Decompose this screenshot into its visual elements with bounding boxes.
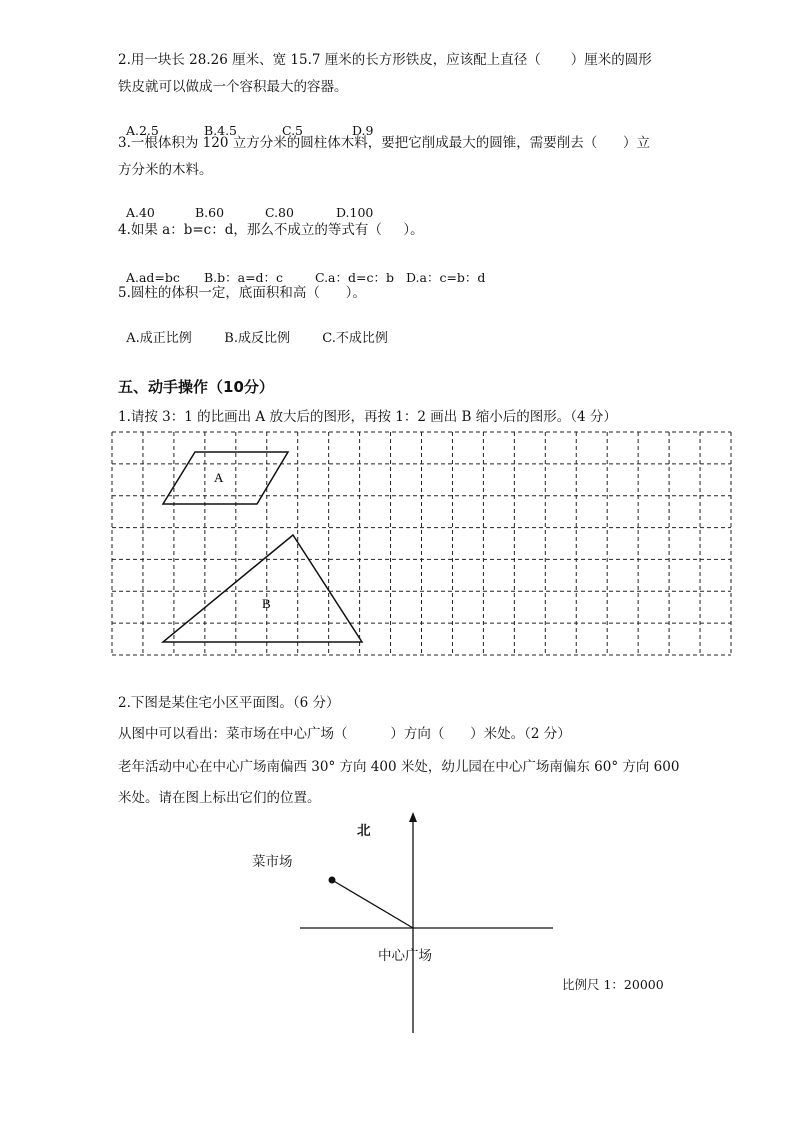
center-label: 中心广场 bbox=[378, 948, 432, 964]
q2-option-c: C.5 bbox=[281, 123, 303, 138]
q3-option-a: A.40 bbox=[125, 205, 155, 220]
north-label: 北 bbox=[357, 823, 371, 839]
shape-a-label: A bbox=[214, 470, 224, 485]
q5-option-b: B.成反比例 bbox=[224, 331, 290, 346]
q4-line1: 4.如果 a：b=c：d，那么不成立的等式有（ ）。 bbox=[118, 222, 424, 238]
q2-option-a: A.2.5 bbox=[125, 123, 159, 138]
q5-option-a: A.成正比例 bbox=[126, 331, 192, 346]
q2-line1: 2.用一块长 28.26 厘米、宽 15.7 厘米的长方形铁皮，应该配上直径（ ）厘米的圆形 bbox=[118, 52, 652, 68]
q4-option-a: A.ad=bc bbox=[125, 270, 180, 285]
market-label: 菜市场 bbox=[252, 854, 293, 870]
triangle-b bbox=[163, 535, 362, 642]
q5-line1: 5.圆柱的体积一定，底面积和高（ ）。 bbox=[118, 285, 366, 301]
section5-q2-line3: 老年活动中心在中心广场南偏西 30° 方向 400 米处，幼儿园在中心广场南偏东 60° 方向 600 bbox=[118, 759, 680, 775]
market-direction-line bbox=[332, 880, 413, 928]
q2-option-d: D.9 bbox=[351, 123, 374, 138]
section5-q1: 1.请按 3：1 的比画出 A 放大后的图形，再按 1：2 画出 B 缩小后的图形。（4 分） bbox=[118, 409, 617, 425]
q4-option-c: C.a：d=c：b bbox=[314, 270, 394, 285]
north-arrow-icon bbox=[409, 812, 417, 822]
q3-option-d: D.100 bbox=[335, 205, 374, 220]
q2-line2: 铁皮就可以做成一个容积最大的容器。 bbox=[118, 79, 348, 95]
section5-q2-line2: 从图中可以看出：菜市场在中心广场（ ）方向（ ）米处。（2 分） bbox=[118, 726, 571, 742]
q3-option-c: C.80 bbox=[264, 205, 294, 220]
section-title: 五、动手操作（10分） bbox=[118, 378, 274, 396]
shape-b-label: B bbox=[262, 596, 271, 611]
scale-label: 比例尺 1：20000 bbox=[562, 977, 664, 992]
q2-option-b: B.4.5 bbox=[203, 123, 237, 138]
q4-option-d: D.a：c=b：d bbox=[405, 270, 486, 285]
q3-line2: 方分米的木料。 bbox=[118, 162, 213, 178]
q3-option-b: B.60 bbox=[194, 205, 225, 220]
section5-q2-line4: 米处。请在图上标出它们的位置。 bbox=[118, 790, 321, 806]
q5-option-c: C.不成比例 bbox=[322, 331, 388, 346]
market-point bbox=[329, 877, 336, 884]
grid-lines bbox=[112, 432, 731, 655]
section5-q2-line1: 2.下图是某住宅小区平面图。（6 分） bbox=[118, 695, 340, 711]
q4-option-b: B.b：a=d：c bbox=[203, 270, 284, 285]
q3-line1: 3.一根体积为 120 立方分米的圆柱体木料，要把它削成最大的圆锥，需要削去（ ）立 bbox=[118, 135, 650, 151]
